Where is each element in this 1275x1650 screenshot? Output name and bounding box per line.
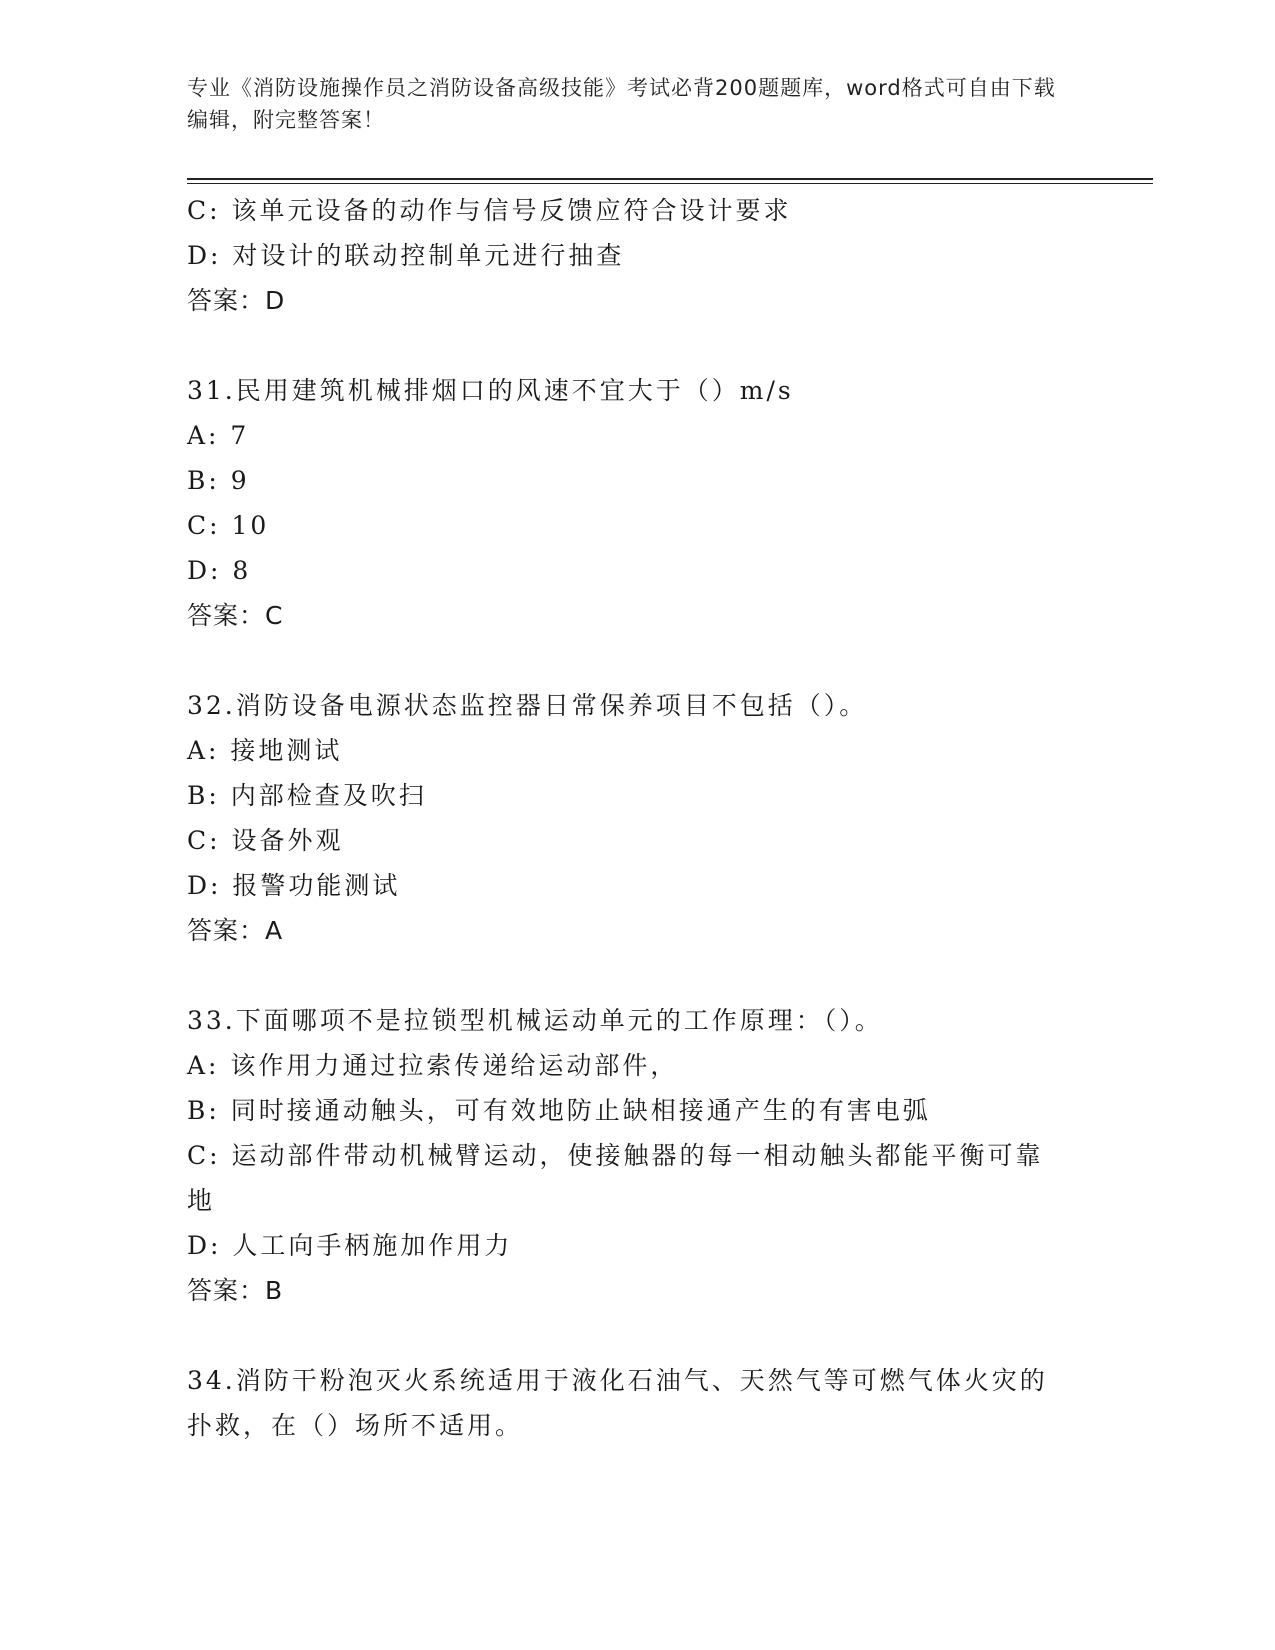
option-c: C: 该单元设备的动作与信号反馈应符合设计要求	[187, 196, 792, 225]
option-c: C: 10	[187, 511, 270, 540]
option-d: D: 8	[187, 556, 252, 585]
option-b: B: 内部检查及吹扫	[187, 781, 427, 810]
question-30-continuation	[187, 188, 1087, 323]
question-list	[187, 188, 1087, 1448]
answer-line: 答案：C	[187, 601, 284, 630]
spacer	[187, 323, 1087, 368]
option-b: B: 9	[187, 466, 250, 495]
answer-line: 答案：B	[187, 1276, 284, 1305]
answer-line: 答案：A	[187, 916, 284, 945]
spacer	[187, 953, 1087, 998]
header-divider-thin	[187, 183, 1153, 184]
question-stem: 31.民用建筑机械排烟口的风速不宜大于（）m/s	[187, 376, 794, 405]
spacer	[187, 638, 1087, 683]
option-d: D: 对设计的联动控制单元进行抽查	[187, 241, 625, 270]
spacer	[187, 1313, 1087, 1358]
option-a: A: 接地测试	[187, 736, 343, 765]
option-b: B: 同时接通动触头，可有效地防止缺相接通产生的有害电弧	[187, 1096, 931, 1125]
option-c: C: 运动部件带动机械臂运动，使接触器的每一相动触头都能平衡可靠地	[187, 1141, 1044, 1215]
option-d: D: 人工向手柄施加作用力	[187, 1231, 513, 1260]
document-header: 专业《消防设施操作员之消防设备高级技能》考试必背200题题库，word格式可自由下载编辑，附完整答案！	[187, 76, 1056, 132]
option-d: D: 报警功能测试	[187, 871, 401, 900]
question-stem: 32.消防设备电源状态监控器日常保养项目不包括（）。	[187, 691, 868, 720]
question-31	[187, 368, 1087, 638]
option-a: A: 7	[187, 421, 250, 450]
question-32	[187, 683, 1087, 953]
question-34	[187, 1358, 1087, 1448]
option-c: C: 设备外观	[187, 826, 344, 855]
answer-line: 答案：D	[187, 286, 286, 315]
header-divider-thick	[187, 178, 1153, 180]
question-stem: 33.下面哪项不是拉锁型机械运动单元的工作原理：（）。	[187, 1006, 883, 1035]
question-stem: 34.消防干粉泡灭火系统适用于液化石油气、天然气等可燃气体火灾的扑救，在（）场所不适用。	[187, 1366, 1048, 1440]
question-33	[187, 998, 1087, 1313]
option-a: A: 该作用力通过拉索传递给运动部件，	[187, 1051, 679, 1080]
